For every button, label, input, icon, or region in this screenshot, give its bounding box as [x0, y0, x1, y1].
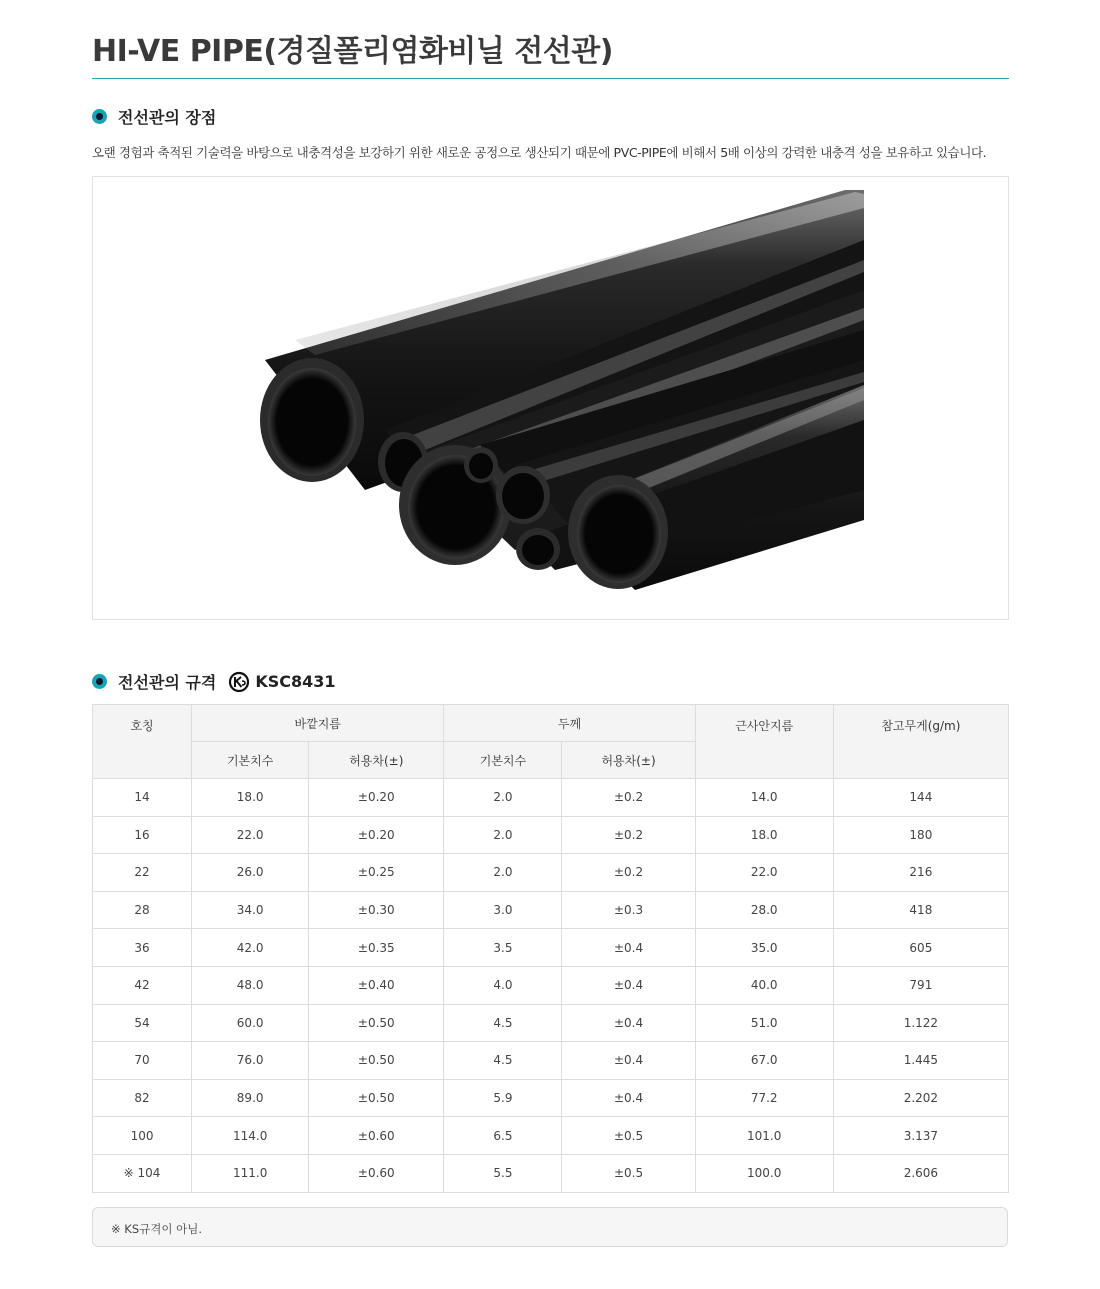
table-cell: 42	[93, 966, 192, 1004]
table-cell: 51.0	[695, 1004, 833, 1042]
table-cell: ±0.5	[562, 1117, 695, 1155]
table-row	[93, 854, 1009, 892]
table-cell: ±0.5	[562, 1154, 695, 1192]
table-cell: 3.5	[444, 929, 562, 967]
table-cell: ※ 104	[93, 1154, 192, 1192]
table-cell: ±0.20	[309, 816, 444, 854]
table-cell: 2.202	[833, 1079, 1008, 1117]
table-row	[93, 1154, 1009, 1192]
col-outer-basic: 기본치수	[192, 742, 309, 779]
table-cell: ±0.30	[309, 891, 444, 929]
col-thickness-tolerance: 허용차(±)	[562, 742, 695, 779]
table-cell: 22.0	[192, 816, 309, 854]
table-cell: 22.0	[695, 854, 833, 892]
col-outer-tolerance: 허용차(±)	[309, 742, 444, 779]
note-text: ※ KS규격이 아님.	[111, 1222, 202, 1236]
col-size: 호칭	[93, 705, 192, 779]
table-cell: ±0.50	[309, 1004, 444, 1042]
table-cell: ±0.20	[309, 779, 444, 817]
table-cell: 791	[833, 966, 1008, 1004]
table-cell: ±0.4	[562, 1079, 695, 1117]
table-cell: 16	[93, 816, 192, 854]
table-cell: 101.0	[695, 1117, 833, 1155]
table-cell: ±0.2	[562, 779, 695, 817]
table-cell: ±0.25	[309, 854, 444, 892]
table-cell: 60.0	[192, 1004, 309, 1042]
table-cell: ±0.3	[562, 891, 695, 929]
table-cell: 40.0	[695, 966, 833, 1004]
spec-table	[92, 704, 1009, 1193]
table-row	[93, 1042, 1009, 1080]
table-cell: 18.0	[192, 779, 309, 817]
table-row	[93, 966, 1009, 1004]
table-cell: ±0.40	[309, 966, 444, 1004]
col-thickness-basic: 기본치수	[444, 742, 562, 779]
table-cell: 2.0	[444, 854, 562, 892]
bullet-icon	[92, 109, 107, 124]
table-cell: ±0.50	[309, 1042, 444, 1080]
col-inner-diameter: 근사안지름	[695, 705, 833, 779]
col-thickness: 두께	[444, 705, 695, 742]
table-cell: 14	[93, 779, 192, 817]
table-cell: 100.0	[695, 1154, 833, 1192]
table-cell: ±0.60	[309, 1117, 444, 1155]
table-cell: 70	[93, 1042, 192, 1080]
table-cell: 22	[93, 854, 192, 892]
col-weight: 참고무게(g/m)	[833, 705, 1008, 779]
table-cell: 14.0	[695, 779, 833, 817]
table-cell: 34.0	[192, 891, 309, 929]
table-cell: 216	[833, 854, 1008, 892]
table-cell: ±0.4	[562, 966, 695, 1004]
table-cell: 3.0	[444, 891, 562, 929]
table-cell: 76.0	[192, 1042, 309, 1080]
table-cell: 67.0	[695, 1042, 833, 1080]
table-body	[93, 779, 1009, 1193]
table-cell: 77.2	[695, 1079, 833, 1117]
table-cell: 2.606	[833, 1154, 1008, 1192]
table-cell: 4.0	[444, 966, 562, 1004]
table-row	[93, 1079, 1009, 1117]
table-cell: 4.5	[444, 1042, 562, 1080]
table-cell: ±0.35	[309, 929, 444, 967]
table-cell: 28	[93, 891, 192, 929]
table-cell: 144	[833, 779, 1008, 817]
table-header	[93, 705, 1009, 779]
col-outer-diameter: 바깥지름	[192, 705, 444, 742]
table-cell: 5.5	[444, 1154, 562, 1192]
table-cell: 26.0	[192, 854, 309, 892]
advantages-description: 오랜 경험과 축적된 기술력을 바탕으로 내충격성을 보강하기 위한 새로운 공정으로 생산되기 때문에 PVC-PIPE에 비해서 5배 이상의 강력한 내충격 성을 보유하고 있습니다.	[92, 145, 987, 160]
table-row	[93, 1117, 1009, 1155]
table-cell: 48.0	[192, 966, 309, 1004]
table-row	[93, 1004, 1009, 1042]
table-cell: 2.0	[444, 816, 562, 854]
product-photo-frame	[92, 176, 1009, 620]
table-cell: 418	[833, 891, 1008, 929]
section-title: 전선관의 장점	[118, 108, 217, 127]
table-cell: ±0.4	[562, 1004, 695, 1042]
table-cell: ±0.4	[562, 929, 695, 967]
section-heading-specs	[92, 670, 336, 693]
table-cell: 1.122	[833, 1004, 1008, 1042]
table-cell: 54	[93, 1004, 192, 1042]
table-cell: ±0.2	[562, 854, 695, 892]
table-cell: ±0.50	[309, 1079, 444, 1117]
section-title: 전선관의 규격	[118, 673, 217, 692]
table-row	[93, 816, 1009, 854]
table-cell: 36	[93, 929, 192, 967]
note-box	[92, 1207, 1008, 1247]
table-cell: 18.0	[695, 816, 833, 854]
table-cell: 100	[93, 1117, 192, 1155]
bullet-icon	[92, 674, 107, 689]
table-cell: ±0.60	[309, 1154, 444, 1192]
table-cell: 6.5	[444, 1117, 562, 1155]
table-cell: 82	[93, 1079, 192, 1117]
table-cell: ±0.4	[562, 1042, 695, 1080]
ks-standard-code: KSC8431	[255, 672, 336, 691]
table-cell: 180	[833, 816, 1008, 854]
table-cell: ±0.2	[562, 816, 695, 854]
table-cell: 89.0	[192, 1079, 309, 1117]
table-cell: 35.0	[695, 929, 833, 967]
table-row	[93, 779, 1009, 817]
pipes-product-image	[255, 190, 864, 606]
table-row	[93, 929, 1009, 967]
table-cell: 3.137	[833, 1117, 1008, 1155]
table-cell: 28.0	[695, 891, 833, 929]
table-cell: 111.0	[192, 1154, 309, 1192]
table-cell: 114.0	[192, 1117, 309, 1155]
table-cell: 4.5	[444, 1004, 562, 1042]
table-cell: 42.0	[192, 929, 309, 967]
page-title: HI-VE PIPE(경질폴리염화비닐 전선관)	[92, 34, 613, 69]
section-heading-advantages	[92, 105, 216, 128]
table-cell: 5.9	[444, 1079, 562, 1117]
table-cell: 605	[833, 929, 1008, 967]
ks-certification-icon	[228, 671, 250, 693]
table-cell: 2.0	[444, 779, 562, 817]
table-row	[93, 891, 1009, 929]
table-cell: 1.445	[833, 1042, 1008, 1080]
title-divider	[92, 78, 1009, 79]
